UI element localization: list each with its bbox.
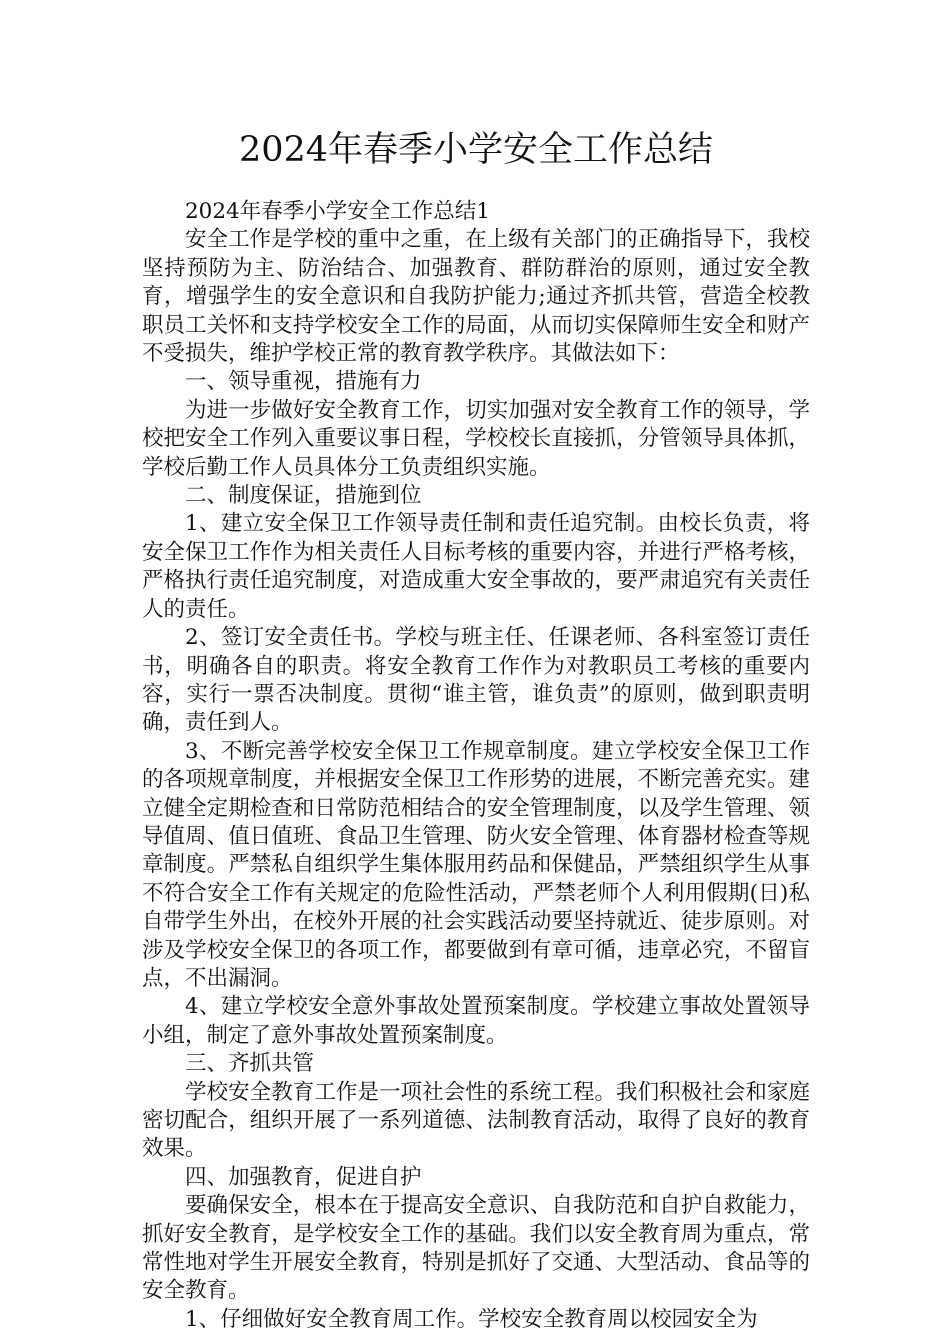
section-4-paragraph: 要确保安全，根本在于提高安全意识、自我防范和自护自救能力，抓好安全教育，是学校安全工作的基础。我们以安全教育周为重点，常常性地对学生开展安全教育，特别是抓好了交通、大型活动、食品等的安全教育。 — [142, 1193, 810, 1304]
section-2-item-1: 1、建立安全保卫工作领导责任制和责任追究制。由校长负责，将安全保卫工作作为相关责任人目标考核的重要内容，并进行严格考核，严格执行责任追究制度，对造成重大安全事故的，要严肃追究有关责任人的责任。 — [142, 511, 810, 622]
intro-paragraph: 安全工作是学校的重中之重，在上级有关部门的正确指导下，我校坚持预防为主、防治结合、加强教育、群防群治的原则，通过安全教育，增强学生的安全意识和自我防护能力;通过齐抓共管，营造全校教职员工关怀和支持学校安全工作的局面，从而切实保障师生安全和财产不受损失，维护学校正常的教育教学秩序。其做法如下： — [142, 227, 810, 367]
section-2-item-3: 3、不断完善学校安全保卫工作规章制度。建立学校安全保卫工作的各项规章制度，并根据安全保卫工作形势的进展，不断完善充实。建立健全定期检查和日常防范相结合的安全管理制度，以及学生管理、领导值周、值日值班、食品卫生管理、防火安全管理、体育器材检查等规章制度。严禁私自组织学生集体服用药品和保健品，严禁组织学生从事不符合安全工作有关规定的危险性活动，严禁老师个人利用假期(日)私自带学生外出，在校外开展的社会实践活动要坚持就近、徒步原则。对涉及学校安全保卫的各项工作，都要做到有章可循，违章必究，不留盲点，不出漏洞。 — [142, 738, 810, 991]
section-heading-3: 三、齐抓共管 — [185, 1051, 315, 1077]
section-1-paragraph: 为进一步做好安全教育工作，切实加强对安全教育工作的领导，学校把安全工作列入重要议事日程，学校校长直接抓，分管领导具体抓，学校后勤工作人员具体分工负责组织实施。 — [142, 397, 810, 480]
document-title: 2024年春季小学安全工作总结 — [238, 130, 714, 170]
section-2-item-2: 2、签订安全责任书。学校与班主任、任课老师、各科室签订责任书，明确各自的职责。将安全教育工作作为对教职员工考核的重要内容，实行一票否决制度。贯彻“谁主管，谁负责”的原则，做到职责明确，责任到人。 — [142, 625, 810, 736]
section-heading-4: 四、加强教育，促进自护 — [185, 1164, 422, 1190]
section-4-item-1: 1、仔细做好安全教育周工作。学校安全教育周以校园安全为 — [185, 1306, 758, 1332]
section-2-item-4: 4、建立学校安全意外事故处置预案制度。学校建立事故处置领导小组，制定了意外事故处置预案制度。 — [142, 994, 810, 1048]
section-heading-1: 一、领导重视，措施有力 — [185, 369, 422, 395]
section-3-paragraph: 学校安全教育工作是一项社会性的系统工程。我们积极社会和家庭密切配合，组织开展了一系列道德、法制教育活动，取得了良好的教育效果。 — [142, 1079, 810, 1162]
subtitle-paragraph: 2024年春季小学安全工作总结1 — [185, 199, 490, 224]
document-page — [142, 128, 810, 1334]
section-heading-2: 二、制度保证，措施到位 — [185, 483, 422, 509]
